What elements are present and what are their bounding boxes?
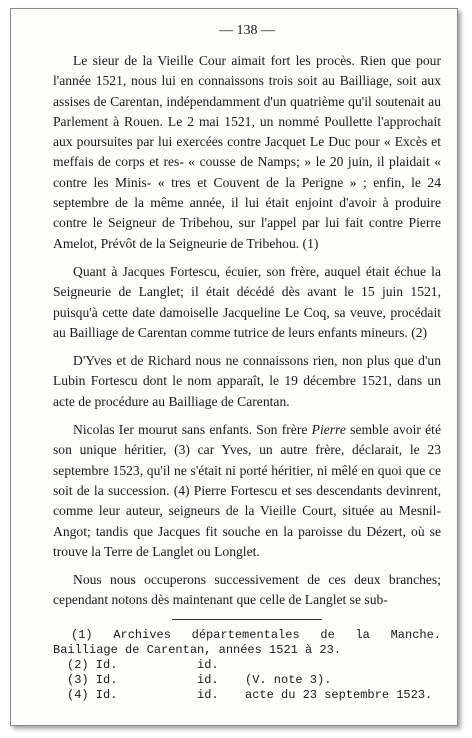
paragraph-nicolas-start: Nicolas Ier mourut sans enfants. Son frère (73, 422, 312, 438)
footnotes (53, 628, 441, 703)
footnote-id: id. (197, 687, 219, 702)
footnote-1: (1) Archives départementales de la Manche. Bailliage de Carentan, années 1521 à 23. (53, 627, 441, 657)
document-page (53, 23, 441, 703)
paragraph-yves-richard: D'Yves et de Richard nous ne connaissons rien, non plus que d'un Lubin Fortescu dont le nom apparaît, le 19 décembre 1521, dans un acte de procédure au Bailliage de Carentan. (53, 353, 441, 409)
footnote-detail: acte du 23 septembre 1523. (245, 687, 433, 702)
footnote-detail: (V. note 3). (245, 672, 332, 687)
footnote-3 (53, 673, 441, 688)
footnote-4 (53, 688, 441, 703)
footnote-ref: (2) Id. (67, 657, 118, 672)
footnote-id: id. (197, 672, 219, 687)
paragraph-branches: Nous nous occuperons successivement de ces deux branches; cependant notons dès maintenant que celle de Langlet se sub- (53, 572, 441, 608)
footnote-detail (245, 658, 441, 673)
footnote-ref: (3) Id. (67, 672, 118, 687)
paragraph-jacques-fortescu: Quant à Jacques Fortescu, écuier, son frère, auquel était échue la Seigneurie de Langlet; il était décédé dès avant le 15 juin 1521, puisqu'à cette date damoiselle Jacqueline Le Coq, sa veuve, procédait au Bailliage de Carentan comme tutrice de leurs enfants mineurs. (2) (53, 263, 441, 340)
name-pierre: Pierre (311, 422, 346, 438)
paragraph-vieille-cour: Le sieur de la Vieille Cour aimait fort les procès. Rien que pour l'année 1521, nous lui en connaissons trois soit au Bailliage, soit aux assises de Carentan, indépendamment d'un quatrième qu'il soutenait au Parlement à Rouen. Le 2 mai 1521, un nommé Poullette l'approchait aux poursuites par lui exercées contre Jacquet Le Duc pour « Excès et meffais de corps et res- « cousse de Namps; » le 20 juin, il plaidait « contre les Minis- « tres et Couvent de la Perigne » ; enfin, le 24 septembre de la même année, il lui était enjoint d'avoir à produire contre le Seigneur de Tribehou, sur l'appel par lui fait contre Pierre Amelot, Prévôt de la Seigneurie de Tribehou. (1) (53, 53, 441, 251)
paragraph-nicolas (53, 420, 441, 562)
footnote-2 (53, 658, 441, 673)
footnote-ref: (4) Id. (67, 687, 118, 702)
footnote-divider (172, 619, 322, 620)
paragraph-nicolas-rest: semble avoir été son unique héritier, (3) car Yves, un autre frère, déclarait, le 23 septembre 1523, qu'il ne s'était ni porté héritier, ni mêlé en quoi que ce soit de la succession. (4) Pierre Fortescu et ses descendants devinrent, comme leur auteur, seigneurs de la Vieille Court, située au Mesnil-Angot; tandis que Jacques fit souche en la paroisse du Dézert, où se trouve la Terre de Langlet ou Longlet. (53, 422, 441, 559)
page-frame (10, 8, 458, 726)
footnote-id: id. (197, 657, 219, 672)
page-number: — 138 — (219, 23, 275, 38)
